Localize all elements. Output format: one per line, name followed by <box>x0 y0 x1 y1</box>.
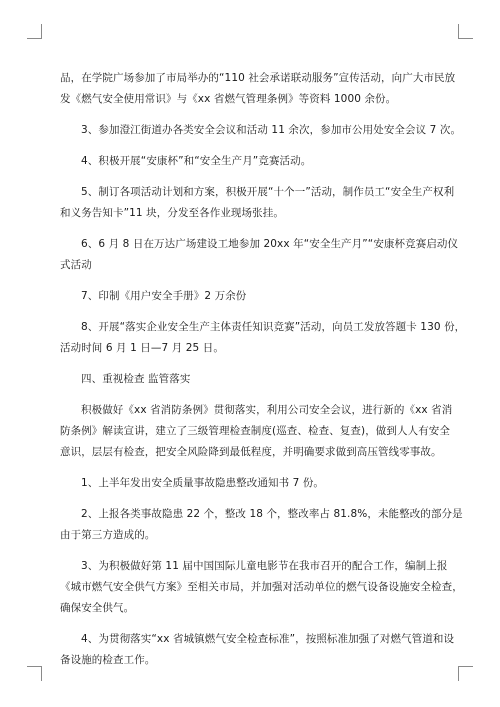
paragraph-line: 7、印制《用户安全手册》2 万余份 <box>81 290 247 302</box>
paragraph-line: 4、积极开展“安康杯”和“安全生产月”竞赛活动。 <box>81 155 312 167</box>
paragraph <box>60 317 466 359</box>
paragraph <box>60 504 463 546</box>
paragraph-line: 8、开展“落实企业安全生产主体责任知识竞赛”活动，向员工发放答题卡 130 份， <box>81 321 466 333</box>
paragraph-line: 2、上报各类事故隐患 22 个，整改 18 个，整改率占 81.8%，未能整改的部分是 <box>81 508 463 520</box>
paragraph-line: 和义务告知卡”11 块，分发至各作业现场张挂。 <box>60 207 284 219</box>
paragraph-line: 3、为积极做好第 11 届中国国际儿童电影节在我市召开的配合工作，编制上报 <box>81 560 448 572</box>
paragraph <box>60 151 446 172</box>
paragraph-line: 四、重视检查 监管落实 <box>81 373 191 385</box>
paragraph <box>60 182 455 224</box>
paragraph <box>60 234 459 276</box>
paragraph-line: 由于第三方造成的。 <box>60 529 156 541</box>
document-body <box>60 68 466 681</box>
paragraph <box>60 369 446 390</box>
paragraph-line: 3、参加澄江街道办各类安全会议和活动 11 余次，参加市公用处安全会议 7 次。 <box>81 124 462 136</box>
paragraph <box>60 556 463 619</box>
paragraph <box>60 400 453 463</box>
paragraph-line: 《城市燃气安全供气方案》至相关市局，并加强对活动单位的燃气设备设施安全检查， <box>60 581 463 593</box>
paragraph-line: 积极做好《xx 省消防条例》贯彻落实，利用公司安全会议，进行新的《xx 省消 <box>81 404 453 416</box>
crop-mark-top-left <box>27 24 42 39</box>
paragraph <box>60 120 462 141</box>
paragraph-line: 备设施的检查工作。 <box>60 654 156 666</box>
crop-mark-bottom-right <box>458 666 473 681</box>
paragraph-line: 意识，层层有检查，把安全风险降到最低程度，并明确要求做到高压管线零事故。 <box>60 446 442 458</box>
paragraph-line: 活动时间 6 月 1 日—7 月 25 日。 <box>60 342 224 354</box>
paragraph-line: 发《燃气安全使用常识》与《xx 省燃气管理条例》等资料 1000 余份。 <box>60 93 397 105</box>
paragraph <box>60 68 456 110</box>
crop-mark-bottom-left <box>27 666 42 681</box>
paragraph-line: 防条例》解读宣讲，建立了三级管理检查制度(巡查、检查、复查)，做到人人有安全 <box>60 425 450 437</box>
paragraph-line: 1、上半年发出安全质量事故隐患整改通知书 7 份。 <box>81 477 325 489</box>
paragraph-line: 品，在学院广场参加了市局举办的“110 社会承诺联动服务”宣传活动，向广大市民放 <box>60 72 456 84</box>
paragraph-line: 4、为贯彻落实“xx 省城镇燃气安全检查标准”，按照标准加强了对燃气管道和设 <box>81 633 455 645</box>
paragraph <box>60 629 455 671</box>
paragraph-line: 确保安全供气。 <box>60 602 135 614</box>
paragraph <box>60 473 446 494</box>
paragraph-line: 式活动 <box>60 259 92 271</box>
paragraph-line: 6、6 月 8 日在万达广场建设工地参加 20xx 年“安全生产月”“安康杯竞赛启动仪 <box>81 238 459 250</box>
paragraph <box>60 286 446 307</box>
paragraph-line: 5、制订各项活动计划和方案，积极开展“十个一”活动，制作员工“安全生产权利 <box>81 186 455 198</box>
crop-mark-top-right <box>458 24 473 39</box>
